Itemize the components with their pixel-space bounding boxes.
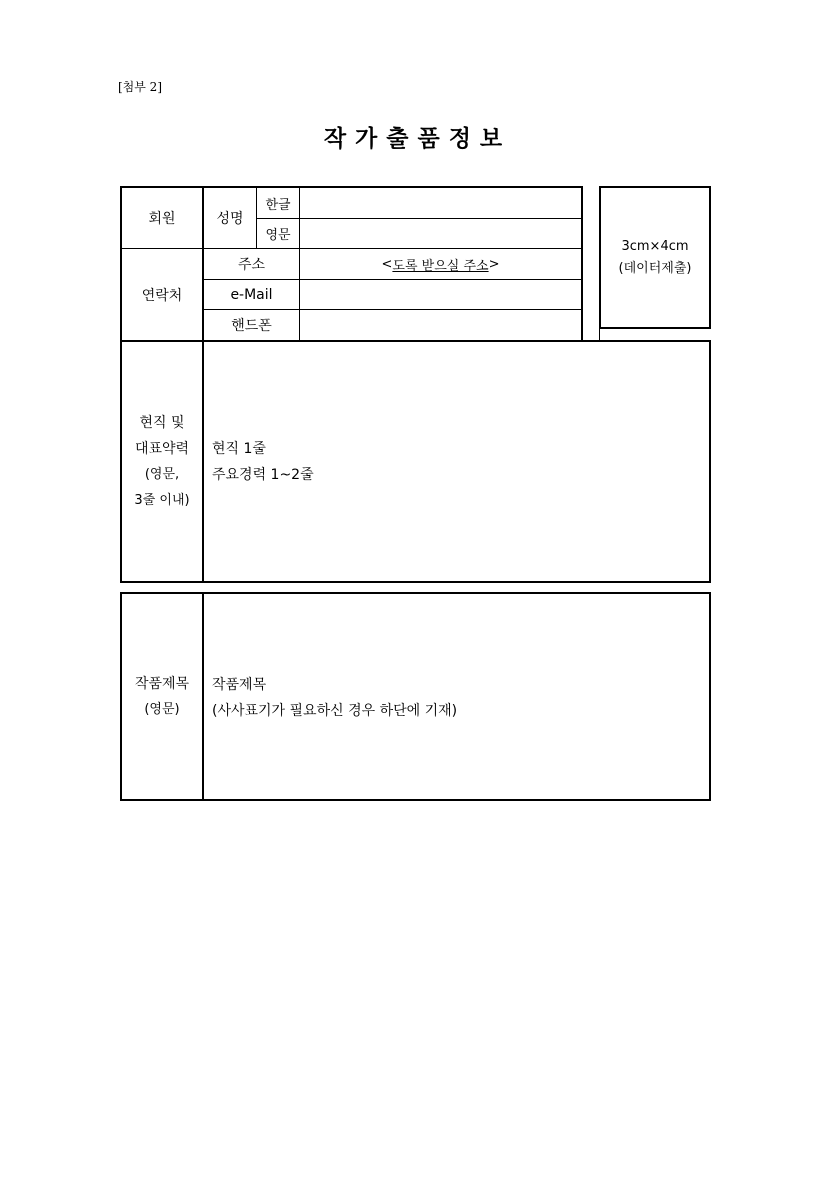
korean-label: 한글 — [265, 197, 291, 213]
artwork-content[interactable] — [212, 672, 702, 724]
attachment-label: [첨부 2] — [118, 80, 162, 94]
address-hint: 도록 받으실 주소 — [392, 258, 489, 274]
career-content-line2: 주요경력 1~2줄 — [212, 467, 314, 483]
page-title: 작가출품정보 — [323, 126, 512, 152]
career-label-line2: 대표약력 — [134, 440, 190, 457]
artwork-label-line2: (영문) — [144, 701, 180, 717]
address-hint-open: < — [381, 256, 393, 272]
career-label — [122, 342, 202, 581]
english-name-field[interactable] — [300, 219, 581, 248]
photo-size: 3cm×4cm — [621, 238, 689, 254]
career-label-line1: 현직 및 — [139, 414, 185, 431]
artwork-content-line1: 작품제목 — [212, 677, 267, 693]
career-label-line3: (영문, — [144, 466, 180, 482]
contact-label: 연락처 — [141, 287, 183, 304]
member-label: 회원 — [148, 211, 176, 227]
artwork-content-line2: (사사표기가 필요하신 경우 하단에 기재) — [212, 703, 458, 719]
career-content-line1: 현직 1줄 — [212, 441, 266, 457]
photo-note: (데이터제출) — [618, 260, 692, 276]
artwork-label-line1: 작품제목 — [134, 675, 190, 692]
phone-label: 핸드폰 — [231, 318, 272, 334]
email-field[interactable] — [300, 280, 581, 309]
phone-field[interactable] — [300, 310, 581, 340]
photo-box-text — [601, 188, 709, 327]
address-label: 주소 — [237, 257, 266, 273]
address-field[interactable] — [300, 249, 581, 279]
korean-name-field[interactable] — [300, 188, 581, 218]
email-label: e-Mail — [230, 286, 273, 303]
career-content[interactable] — [212, 436, 702, 488]
address-hint-close: > — [488, 256, 500, 272]
career-label-line4: 3줄 이내) — [134, 492, 190, 508]
name-label: 성명 — [216, 211, 244, 227]
english-label: 영문 — [265, 228, 291, 243]
artwork-label — [122, 594, 202, 799]
